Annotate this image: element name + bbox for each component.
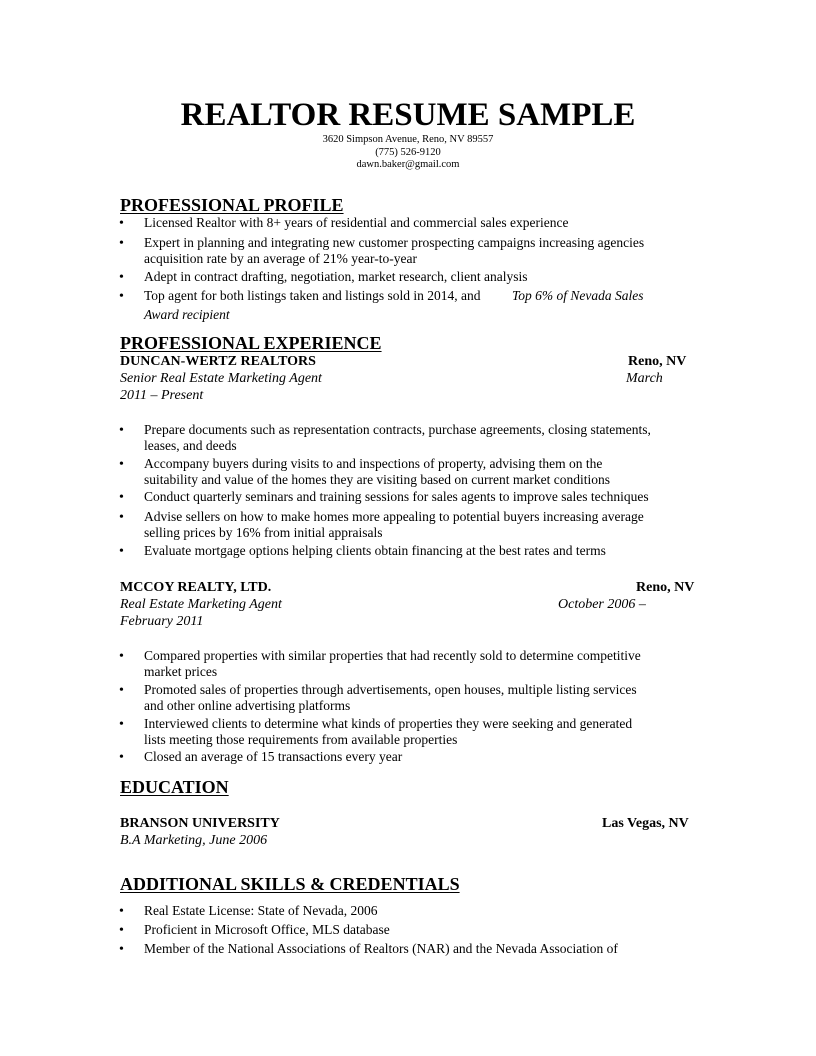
job-1-dates-end: 2011 – Present — [120, 388, 204, 403]
job-2-bullet-3-cont: lists meeting those requirements from available properties — [144, 732, 458, 747]
job-2-dates-end: February 2011 — [120, 614, 204, 629]
bullet-glyph: • — [119, 717, 124, 732]
section-heading-education: EDUCATION — [120, 777, 229, 797]
bullet-glyph: • — [119, 923, 124, 938]
contact-address: 3620 Simpson Avenue, Reno, NV 89557 — [322, 134, 494, 145]
job-2-bullet-1-cont: market prices — [144, 664, 218, 679]
job-1-location: Reno, NV — [628, 354, 687, 369]
job-1-bullet-4: Advise sellers on how to make homes more appealing to potential buyers increasing average — [144, 509, 644, 524]
job-2-location: Reno, NV — [636, 580, 695, 595]
section-heading-profile: PROFESSIONAL PROFILE — [120, 195, 344, 215]
bullet-glyph: • — [119, 216, 124, 231]
section-heading-experience: PROFESSIONAL EXPERIENCE — [120, 333, 382, 353]
job-2-bullet-4: Closed an average of 15 transactions every year — [144, 749, 403, 764]
education-degree: B.A Marketing, June 2006 — [120, 833, 268, 848]
job-2-bullet-2-cont: and other online advertising platforms — [144, 698, 351, 713]
bullet-glyph: • — [119, 649, 124, 664]
bullet-glyph: • — [119, 904, 124, 919]
job-2-bullet-1: Compared properties with similar properties that had recently sold to determine competitive — [144, 648, 641, 663]
contact-phone: (775) 526-9120 — [375, 147, 441, 158]
skills-bullet-2: Proficient in Microsoft Office, MLS database — [144, 922, 390, 937]
profile-bullet-4-cont — [144, 307, 230, 324]
job-2-company: MCCOY REALTY, LTD. — [120, 580, 272, 595]
education-location: Las Vegas, NV — [602, 816, 689, 831]
job-1-bullet-1: Prepare documents such as representation contracts, purchase agreements, closing statements, — [144, 422, 651, 437]
bullet-glyph: • — [119, 289, 124, 304]
job-1-bullet-5: Evaluate mortgage options helping clients obtain financing at the best rates and terms — [144, 543, 606, 558]
job-1-bullet-3: Conduct quarterly seminars and training sessions for sales agents to improve sales techniques — [144, 489, 649, 504]
job-1-role: Senior Real Estate Marketing Agent — [120, 371, 322, 386]
job-1-bullet-2: Accompany buyers during visits to and inspections of property, advising them on the — [144, 456, 603, 471]
profile-bullet-1: Licensed Realtor with 8+ years of residential and commercial sales experience — [144, 215, 569, 230]
profile-bullet-4-award: Top 6% of Nevada Sales — [512, 288, 644, 303]
bullet-glyph: • — [119, 457, 124, 472]
bullet-glyph: • — [119, 510, 124, 525]
job-2-dates-start: October 2006 – — [558, 597, 646, 612]
bullet-glyph: • — [119, 683, 124, 698]
job-1-bullet-2-cont: suitability and value of the homes they are visiting based on current market conditions — [144, 472, 611, 487]
job-2-bullet-3: Interviewed clients to determine what kinds of properties they were seeking and generated — [144, 716, 633, 731]
bullet-glyph: • — [119, 750, 124, 765]
bullet-glyph: • — [119, 236, 124, 251]
bullet-glyph: • — [119, 423, 124, 438]
bullet-glyph: • — [119, 544, 124, 559]
resume-title: REALTOR RESUME SAMPLE — [180, 97, 636, 133]
job-2-role: Real Estate Marketing Agent — [120, 597, 282, 612]
bullet-glyph: • — [119, 942, 124, 957]
skills-bullet-3: Member of the National Associations of Realtors (NAR) and the Nevada Association of — [144, 941, 618, 956]
job-2-bullet-2: Promoted sales of properties through advertisements, open houses, multiple listing services — [144, 682, 637, 697]
profile-bullet-3: Adept in contract drafting, negotiation, market research, client analysis — [144, 269, 528, 284]
bullet-glyph: • — [119, 270, 124, 285]
profile-bullet-2: Expert in planning and integrating new customer prospecting campaigns increasing agencies — [144, 235, 645, 250]
job-1-dates-start: March — [626, 371, 663, 386]
job-1-company: DUNCAN-WERTZ REALTORS — [120, 354, 316, 369]
skills-bullet-1: Real Estate License: State of Nevada, 2006 — [144, 903, 378, 918]
profile-bullet-2-cont: acquisition rate by an average of 21% year-to-year — [144, 251, 417, 266]
section-heading-skills: ADDITIONAL SKILLS & CREDENTIALS — [120, 874, 460, 894]
profile-bullet-4: Top agent for both listings taken and listings sold in 2014, and — [144, 288, 481, 303]
education-school: BRANSON UNIVERSITY — [120, 816, 280, 831]
bullet-glyph: • — [119, 490, 124, 505]
job-1-bullet-1-cont: leases, and deeds — [144, 438, 237, 453]
award-word: Award recipient — [144, 307, 230, 322]
contact-email: dawn.baker@gmail.com — [356, 159, 460, 170]
job-1-bullet-4-cont: selling prices by 16% from initial appraisals — [144, 525, 383, 540]
